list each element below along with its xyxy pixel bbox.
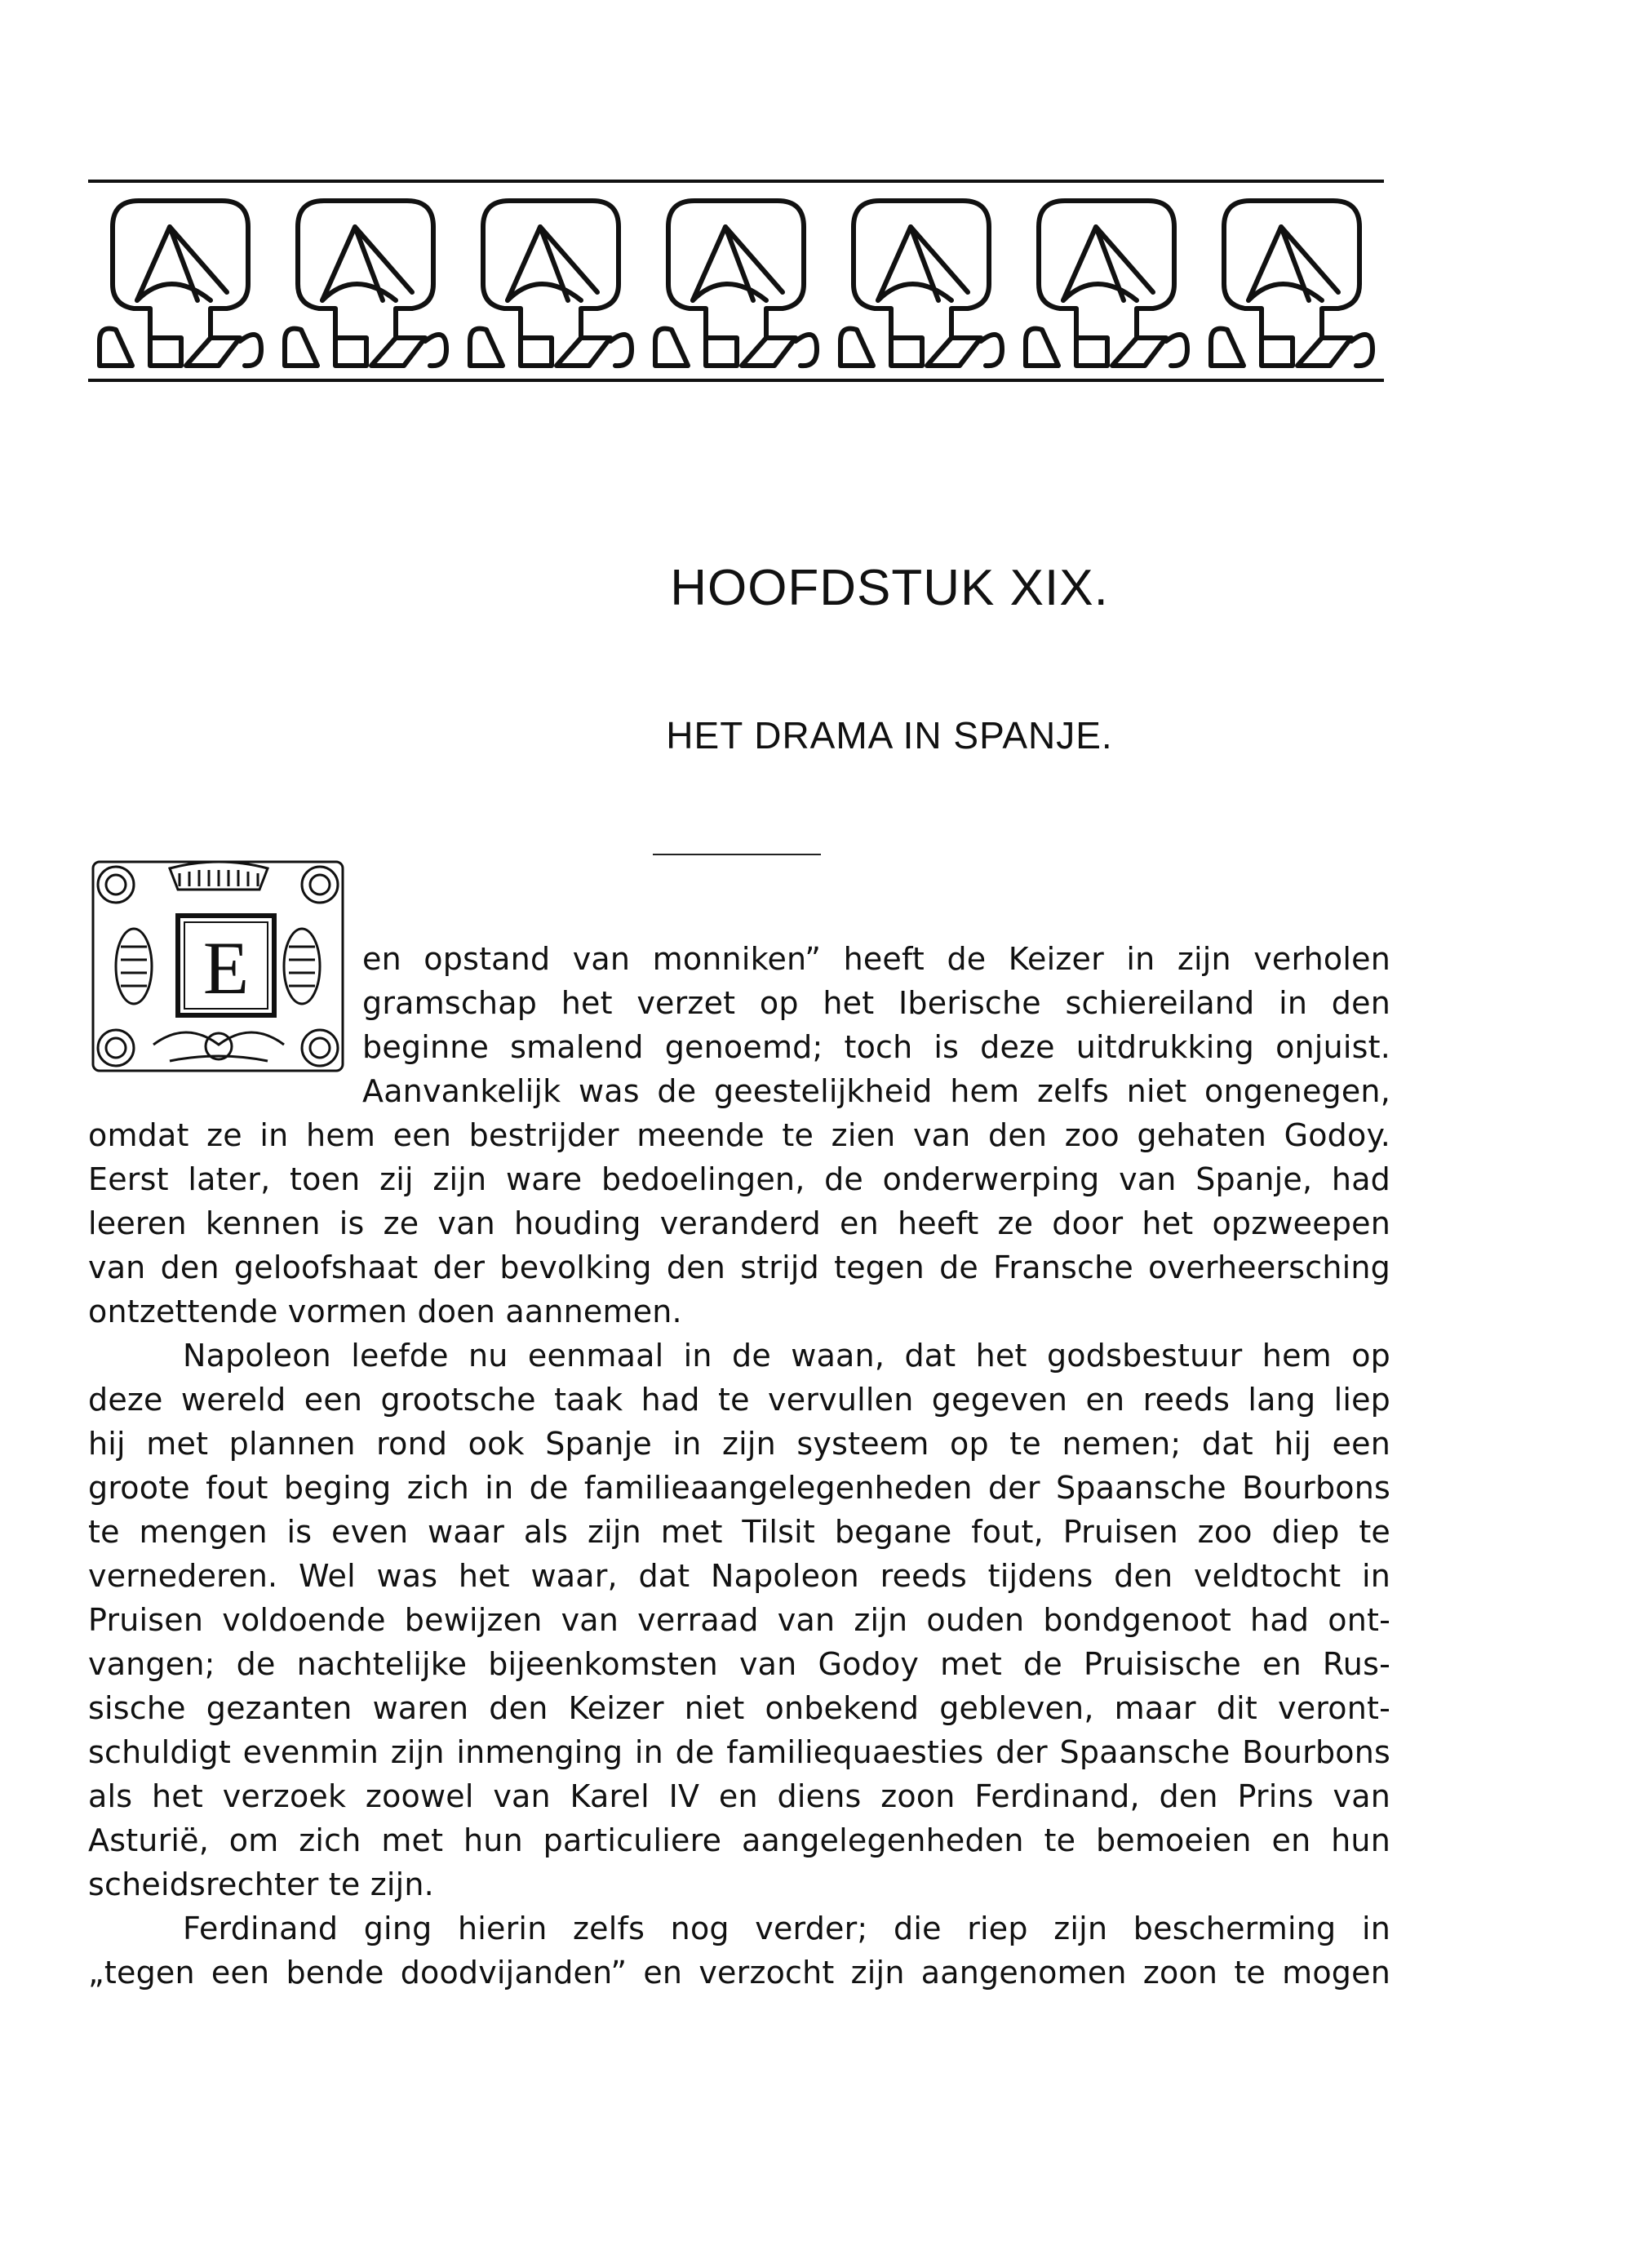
- text-line: scheidsrechter te zijn.: [88, 1866, 434, 1902]
- text-line: Aanvankelijk was de geestelijkheid hem zelfs niet ongenegen,: [362, 1073, 1390, 1109]
- dropcap-letter: E: [202, 926, 250, 1010]
- text-line: Napoleon leefde nu eenmaal in de waan, dat het godsbestuur hem op: [183, 1338, 1390, 1374]
- ornamental-header-band: [88, 178, 1384, 384]
- text-line: „tegen een bende doodvijanden” en verzocht zijn aangenomen zoon te mogen: [88, 1955, 1390, 1991]
- text-line: ontzettende vormen doen aannemen.: [88, 1294, 682, 1329]
- text-line: deze wereld een grootsche taak had te vervullen gegeven en reeds lang liep: [88, 1382, 1390, 1418]
- text-line: Eerst later, toen zij zijn ware bedoelingen, de onderwerping van Spanje, had: [88, 1161, 1390, 1197]
- text-line: als het verzoek zoowel van Karel IV en diens zoon Ferdinand, den Prins van: [88, 1778, 1390, 1814]
- text-line: te mengen is even waar als zijn met Tilsit begane fout, Pruisen zoo diep te: [88, 1514, 1390, 1550]
- text-line: beginne smalend genoemd; toch is deze uitdrukking onjuist.: [362, 1029, 1390, 1065]
- art-nouveau-border-icon: [88, 178, 1384, 384]
- text-line: schuldigt evenmin zijn inmenging in de familiequaesties der Spaansche Bourbons: [88, 1734, 1390, 1770]
- section-divider: [653, 854, 821, 855]
- chapter-title: HOOFDSTUK XIX.: [670, 560, 1109, 616]
- text-line: omdat ze in hem een bestrijder meende te zien van den zoo gehaten Godoy.: [88, 1117, 1390, 1153]
- text-line: gramschap het verzet op het Iberische schiereiland in den: [362, 985, 1390, 1021]
- paragraph-1: [88, 1113, 1390, 1334]
- text-line: en opstand van monniken” heeft de Keizer in zijn verholen: [362, 941, 1390, 977]
- chapter-subtitle: HET DRAMA IN SPANJE.: [666, 714, 1113, 757]
- text-line: Pruisen voldoende bewijzen van verraad van zijn ouden bondgenoot had ont-: [88, 1602, 1390, 1638]
- dropcap-ornament: [88, 857, 348, 1076]
- text-line: hij met plannen rond ook Spanje in zijn systeem op te nemen; dat hij een: [88, 1426, 1390, 1462]
- text-line: Asturië, om zich met hun particuliere aangelegenheden te bemoeien en hun: [88, 1822, 1390, 1858]
- text-line: Ferdinand ging hierin zelfs nog verder; die riep zijn bescherming in: [183, 1911, 1390, 1946]
- text-line: van den geloofshaat der bevolking den strijd tegen de Fransche overheersching: [88, 1249, 1390, 1285]
- text-line: vangen; de nachtelijke bijeenkomsten van Godoy met de Pruisische en Rus-: [88, 1646, 1390, 1682]
- text-line: sische gezanten waren den Keizer niet onbekend gebleven, maar dit veront-: [88, 1690, 1390, 1726]
- paragraph-1-dropcap-lines: [362, 937, 1390, 1113]
- text-line: groote fout beging zich in de familieaangelegenheden der Spaansche Bourbons: [88, 1470, 1390, 1506]
- text-line: leeren kennen is ze van houding veranderd en heeft ze door het opzweepen: [88, 1205, 1390, 1241]
- paragraph-2: [88, 1334, 1390, 1906]
- paragraph-3: [88, 1906, 1390, 1995]
- text-line: vernederen. Wel was het waar, dat Napoleon reeds tijdens den veldtocht in: [88, 1558, 1390, 1594]
